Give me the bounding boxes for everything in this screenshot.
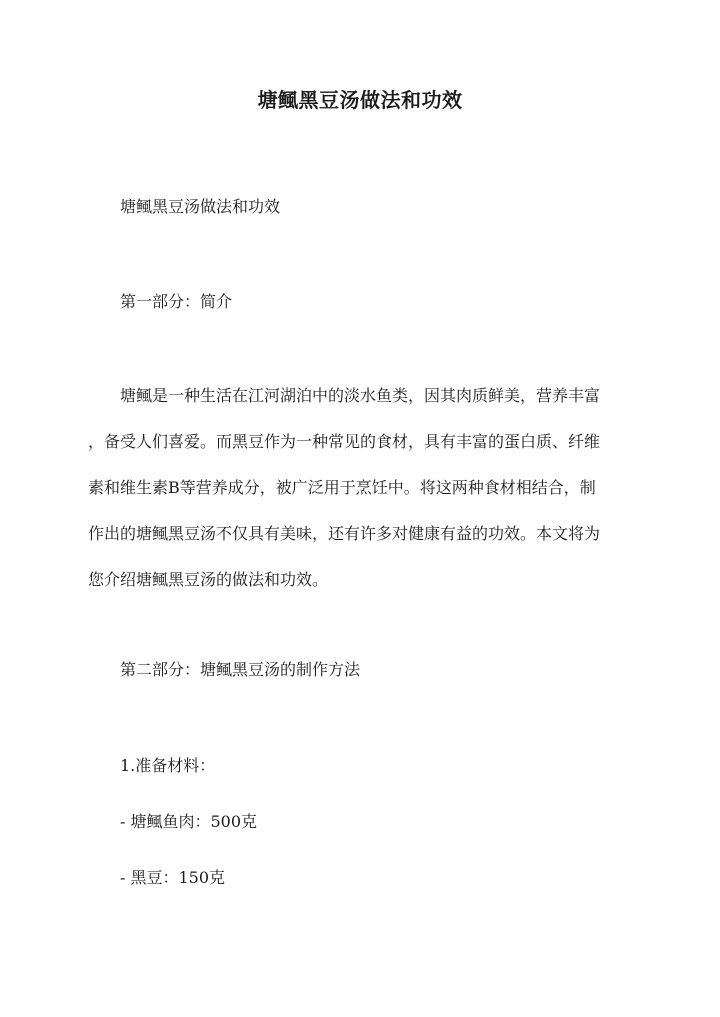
ingredient-item: - 塘鲺鱼肉：500克: [120, 812, 258, 831]
paragraph-line: ，备受人们喜爱。而黑豆作为一种常见的食材，具有丰富的蛋白质、纤维: [88, 432, 601, 451]
paragraph-line: 作出的塘鲺黑豆汤不仅具有美味，还有许多对健康有益的功效。本文将为: [88, 524, 601, 543]
section-heading-method: 第二部分：塘鲺黑豆汤的制作方法: [120, 660, 361, 679]
paragraph-line: 素和维生素B等营养成分，被广泛用于烹饪中。将这两种食材相结合，制: [88, 478, 596, 497]
step-heading: 1.准备材料：: [120, 756, 216, 775]
document-title: 塘鲺黑豆汤做法和功效: [257, 88, 463, 112]
paragraph-line: 您介绍塘鲺黑豆汤的做法和功效。: [88, 570, 329, 589]
intro-paragraph: [88, 386, 633, 616]
paragraph-line: 塘鲺是一种生活在江河湖泊中的淡水鱼类，因其肉质鲜美，营养丰富: [120, 386, 601, 405]
ingredient-item: - 黑豆：150克: [120, 868, 226, 887]
document-subtitle: 塘鲺黑豆汤做法和功效: [120, 197, 281, 216]
section-heading-intro: 第一部分：简介: [120, 292, 233, 311]
